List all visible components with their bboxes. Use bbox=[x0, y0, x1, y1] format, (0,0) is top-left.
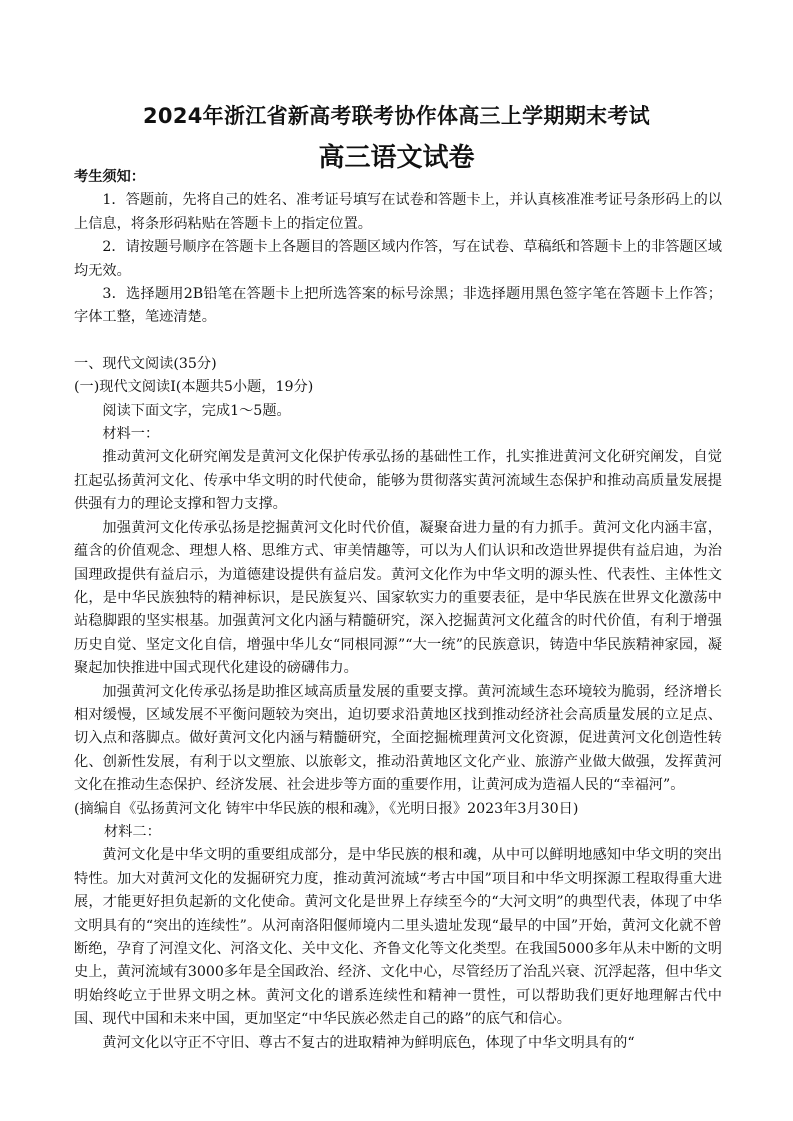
notice-item-1: 1．答题前，先将自己的姓名、准考证号填写在试卷和答题卡上，并认真核准准考证号条形码上的以上信息，将条形码粘贴在答题卡上的指定位置。 bbox=[74, 192, 722, 232]
reading-instruction: 阅读下面文字，完成1～5题。 bbox=[102, 402, 291, 419]
material2-paragraph-2: 黄河文化以守正不守旧、尊古不复古的进取精神为鲜明底色，体现了中华文明具有的“ bbox=[102, 1034, 635, 1051]
material2-label: 材料二： bbox=[104, 823, 161, 840]
section-gap bbox=[74, 330, 722, 353]
material1-label: 材料一： bbox=[102, 426, 160, 443]
exam-subtitle: 高三语文试卷 bbox=[318, 143, 475, 173]
subsection-heading: (一)现代文阅读Ⅰ(本题共5小题，19分) bbox=[74, 379, 314, 396]
notice-heading: 考生须知： bbox=[74, 169, 145, 185]
exam-body bbox=[74, 166, 722, 1055]
material2-paragraph-1: 黄河文化是中华文明的重要组成部分，是中华民族的根和魂，从中可以鲜明地感知中华文明的突出特性。加大对黄河文化的发掘研究力度，推动黄河流域“考古中国”项目和中华文明探源工程取得重大进展，才能更好担负起新的文化使命。黄河文化是世界上存续至今的“大河文明”的典型代表，体现了中华文明具有的“突出的连续性”。从河南洛阳偃师境内二里头遗址发现“最早的中国”开始，黄河文化就不曾断绝，孕育了河湟文化、河洛文化、关中文化、齐鲁文化等文化类型。在我国5000多年从未中断的文明史上，黄河流域有3000多年是全国政治、经济、文化中心，尽管经历了治乱兴衰、沉浮起落，但中华文明始终屹立于世界文明之林。黄河文化的谱系连续性和精神一贯性，可以帮助我们更好地理解古代中国、现代中国和未来中国，更加坚定“中华民族必然走自己的路”的底气和信心。 bbox=[74, 847, 722, 1028]
material1-paragraph-1: 推动黄河文化研究阐发是黄河文化保护传承弘扬的基础性工作，扎实推进黄河文化研究阐发，自觉扛起弘扬黄河文化、传承中华文明的时代使命，能够为贯彻落实黄河流域生态保护和推动高质量发展提供强有力的理论支撑和智力支撑。 bbox=[74, 449, 722, 513]
material1-source: (摘编自《弘扬黄河文化 铸牢中华民族的根和魂》，《光明日报》2023年3月30日) bbox=[74, 800, 579, 817]
notice-item-3: 3．选择题用2B铅笔在答题卡上把所选答案的标号涂黑；非选择题用黑色签字笔在答题卡上作答；字体工整，笔迹清楚。 bbox=[74, 286, 722, 326]
notice-item-2: 2．请按题号顺序在答题卡上各题目的答题区域内作答，写在试卷、草稿纸和答题卡上的非答题区域均无效。 bbox=[74, 239, 722, 279]
section-heading: 一、现代文阅读(35分) bbox=[74, 355, 217, 372]
exam-title: 2024年浙江省新高考联考协作体高三上学期期末考试 bbox=[143, 104, 650, 128]
material1-paragraph-2: 加强黄河文化传承弘扬是挖掘黄河文化时代价值，凝聚奋进力量的有力抓手。黄河文化内涵丰富，蕴含的价值观念、理想人格、思维方式、审美情趣等，可以为人们认识和改造世界提供有益启迪，为治国理政提供有益启示，为道德建设提供有益启发。黄河文化作为中华文明的源头性、代表性、主体性文化，是中华民族独特的精神标识，是民族复兴、国家软实力的重要表征，是中华民族在世界文化激荡中站稳脚跟的坚实根基。加强黄河文化内涵与精髓研究，深入挖掘黄河文化蕴含的时代价值，有利于增强历史自觉、坚定文化自信，增强中华儿女“同根同源”“大一统”的民族意识，铸造中华民族精神家园，凝聚起加快推进中国式现代化建设的磅礴伟力。 bbox=[74, 519, 722, 677]
material1-paragraph-3: 加强黄河文化传承弘扬是助推区域高质量发展的重要支撑。黄河流域生态环境较为脆弱，经济增长相对缓慢，区域发展不平衡问题较为突出，迫切要求沿黄地区找到推动经济社会高质量发展的立足点、切入点和落脚点。做好黄河文化内涵与精髓研究，全面挖掘梳理黄河文化资源，促进黄河文化创造性转化、创新性发展，有利于以文塑旅、以旅彰文，推动沿黄地区文化产业、旅游产业做大做强，发挥黄河文化在推动生态保护、经济发展、社会进步等方面的重要作用，让黄河成为造福人民的“幸福河”。 bbox=[74, 683, 722, 794]
